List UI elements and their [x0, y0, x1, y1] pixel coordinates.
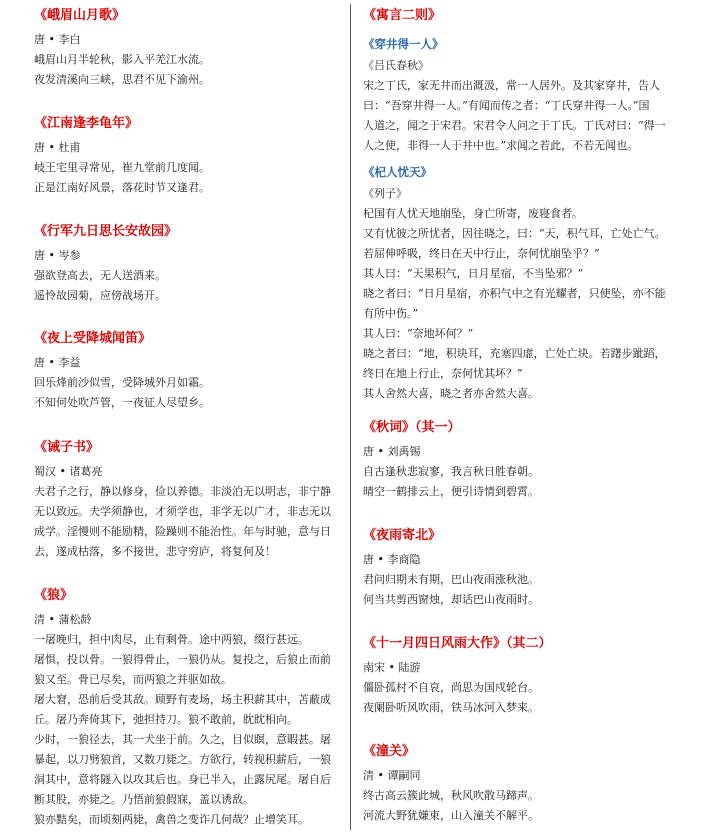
text-line: 断其股，亦毙之。乃悟前狼假寐，盖以诱敌。	[34, 793, 254, 806]
fable-chuanjing-de-yiren	[363, 36, 673, 156]
poem-line: 终古高云簇此城，秋风吹散马蹄声。	[363, 789, 539, 802]
poem-author: 唐 • 杜甫	[34, 141, 81, 154]
fable-source: 《列子》	[363, 187, 407, 200]
poem-ye-shang-shouxiangcheng	[34, 331, 342, 413]
text-line: 若屈伸呼吸，终日在天中行止，奈何忧崩坠乎？”	[363, 247, 600, 260]
story-lang	[34, 588, 342, 830]
text-line: 暴起，以刀劈狼首，又数刀毙之。方欲行，转视积薪后，一狼	[34, 753, 331, 766]
text-line: 狼又至。骨已尽矣，而两狼之并驱如故。	[34, 673, 232, 686]
poem-ye-yu-ji-bei	[363, 528, 673, 610]
text-line: 其人曰：“天果积气，日月星宿，不当坠邪？”	[363, 267, 584, 280]
poem-jiangnan-feng-li-guinian	[34, 116, 342, 198]
poem-title-main: 《潼关》	[363, 744, 416, 759]
poem-title	[363, 744, 673, 760]
poem-author: 唐 • 李商隐	[363, 553, 421, 566]
fable-qiren-youtian	[363, 164, 673, 404]
text-line: 狼亦黠矣，而顷刻两毙，禽兽之变诈几何哉？止增笑耳。	[34, 813, 309, 826]
poem-title-main: 《夜雨寄北》	[363, 528, 442, 543]
poem-title-suffix: （其二）	[506, 636, 552, 651]
text-line: 有所中伤。”	[363, 307, 419, 320]
poem-line: 夜发清溪向三峡，思君不见下渝州。	[34, 73, 210, 86]
fables-yuyan-erze	[363, 8, 673, 32]
poem-line: 正是江南好风景，落花时节又逢君。	[34, 181, 210, 194]
poem-title	[363, 420, 673, 436]
text-line: 屠大窘，恐前后受其敌。顾野有麦场，场主积薪其中，苫蔽成	[34, 693, 331, 706]
poem-title: 《峨眉山月歌》	[34, 8, 126, 23]
text-line: 少时，一狼径去，其一犬坐于前。久之，目似瞑，意暇甚。屠	[34, 733, 331, 746]
text-line: 曰：“吾穿井得一人。”有闻而传之者：“丁氏穿井得一人。”国	[363, 99, 650, 112]
poem-author: 南宋 • 陆游	[363, 661, 421, 674]
poem-title-main: 《十一月四日风雨大作》	[363, 636, 507, 651]
text-line: 成学。淫慢则不能励精，险躁则不能治性。年与时驰，意与日	[34, 525, 331, 538]
poem-title: 《寓言二则》	[363, 8, 442, 23]
poem-line: 君问归期未有期，巴山夜雨涨秋池。	[363, 573, 539, 586]
text-line: 洞其中，意将隧入以攻其后也。身已半入，止露尻尾。屠自后	[34, 773, 331, 786]
poem-line: 僵卧孤村不自哀，尚思为国戍轮台。	[363, 681, 539, 694]
poem-xingjun-jiuri	[34, 224, 342, 306]
poem-line: 何当共剪西窗烛，却话巴山夜雨时。	[363, 593, 539, 606]
text-line: 晓之者曰：“日月星宿，亦积气中之有光耀者，只使坠，亦不能	[363, 287, 666, 300]
text-line: 去，遂成枯落，多不接世，悲守穷庐，将复何及！	[34, 545, 276, 558]
poem-shiyiyue-siri	[363, 636, 673, 718]
poem-title-main: 《秋词》	[363, 420, 416, 435]
poem-author: 唐 • 刘禹锡	[363, 445, 421, 458]
text-line: 一屠晚归，担中肉尽，止有剩骨。途中两狼，缀行甚远。	[34, 633, 309, 646]
poem-line: 强欲登高去，无人送酒来。	[34, 269, 166, 282]
text-line: 又有忧彼之所忧者，因往晓之，曰：“天，积气耳，亡处亡气。	[363, 227, 666, 240]
text-line: 人之使，非得一人于井中也。”求闻之若此，不若无闻也。	[363, 139, 639, 152]
poem-line: 夜阑卧听风吹雨，铁马冰河入梦来。	[363, 701, 539, 714]
poem-author: 清 • 谭嗣同	[363, 769, 421, 782]
text-line: 宋之丁氏，家无井而出溉汲，常一人居外。及其家穿井，告人	[363, 79, 660, 92]
text-line: 其人舍然大喜，晓之者亦舍然大喜。	[363, 387, 539, 400]
fable-source: 《吕氏春秋》	[363, 59, 429, 72]
text-line: 人道之，闻之于宋君。宋君令人问之于丁氏。丁氏对曰：“得一	[363, 119, 666, 132]
poem-line: 岐王宅里寻常见，崔九堂前几度闻。	[34, 161, 210, 174]
text-line: 屠惧，投以骨。一狼得骨止，一狼仍从。复投之，后狼止而前	[34, 653, 331, 666]
poem-emei-shan-yue-ge	[34, 8, 342, 90]
poem-title-suffix: （其一）	[415, 420, 461, 435]
fable-subtitle: 《穿井得一人》	[363, 37, 444, 51]
poem-line: 遥怜故园菊，应傍战场开。	[34, 289, 166, 302]
text-line: 丘。屠乃奔倚其下，弛担持刀。狼不敢前，眈眈相向。	[34, 713, 298, 726]
poem-author: 蜀汉 • 诸葛亮	[34, 465, 103, 478]
poem-line: 回乐烽前沙似雪，受降城外月如霜。	[34, 376, 210, 389]
poem-line: 河流大野犹嫌束，山入潼关不解平。	[363, 809, 539, 822]
poem-title: 《狼》	[34, 588, 74, 603]
text-line: 其人曰：“奈地坏何？”	[363, 327, 474, 340]
poem-qiu-ci	[363, 420, 673, 502]
text-line: 杞国有人忧天地崩坠，身亡所寄，废寝食者。	[363, 207, 583, 220]
poem-line: 自古逢秋悲寂寥，我言秋日胜春朝。	[363, 465, 539, 478]
poem-author: 唐 • 李白	[34, 33, 81, 46]
text-line: 夫君子之行，静以修身，俭以养德。非淡泊无以明志，非宁静	[34, 485, 331, 498]
poem-title: 《江南逢李龟年》	[34, 116, 139, 131]
poem-title: 《诫子书》	[34, 440, 100, 455]
text-line: 无以致远。夫学须静也，才须学也，非学无以广才，非志无以	[34, 505, 331, 518]
poem-author: 唐 • 岑参	[34, 249, 81, 262]
poem-title: 《夜上受降城闻笛》	[34, 331, 152, 346]
poem-tong-guan	[363, 744, 673, 826]
poem-line: 晴空一鹤排云上，便引诗情到碧霄。	[363, 485, 539, 498]
poem-author: 清 • 蒲松龄	[34, 613, 92, 626]
text-line: 晓之者曰：“地，积块耳，充塞四虚，亡处亡块。若躇步跐蹈，	[363, 347, 666, 360]
poem-author: 唐 • 李益	[34, 356, 81, 369]
text-line: 终日在地上行止，奈何忧其坏？”	[363, 367, 523, 380]
essay-jiezi-shu	[34, 440, 342, 562]
poem-line: 不知何处吹芦管，一夜征人尽望乡。	[34, 396, 210, 409]
poem-title	[363, 636, 673, 652]
column-divider	[350, 4, 351, 830]
poem-line: 峨眉山月半轮秋，影入平羌江水流。	[34, 53, 210, 66]
poem-title	[363, 528, 673, 544]
poem-title: 《行军九日思长安故园》	[34, 224, 178, 239]
fable-subtitle: 《杞人忧天》	[363, 165, 432, 179]
